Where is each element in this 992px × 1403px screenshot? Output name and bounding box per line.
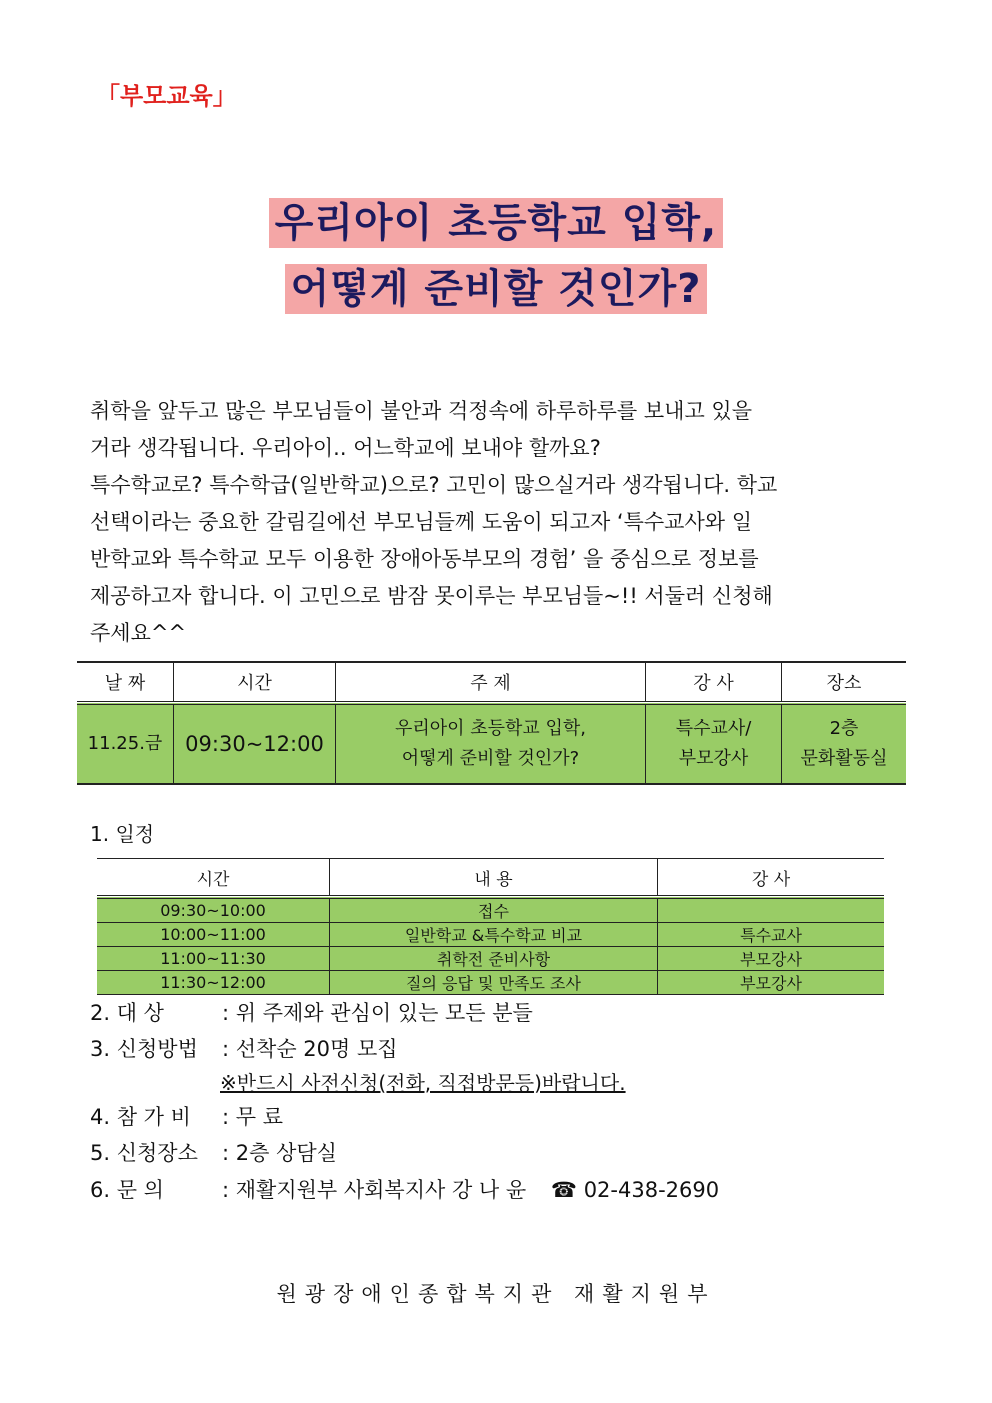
info-contact-phone: ☎ 02-438-2690 xyxy=(550,1178,720,1202)
schedule-time: 09:30~10:00 xyxy=(97,897,330,923)
title-text-2: 어떻게 준비할 것인가? xyxy=(285,264,708,314)
info-fee-label: 4. 참 가 비 xyxy=(90,1105,191,1129)
event-lecturer xyxy=(646,703,782,784)
intro-line: 반학교와 특수학교 모두 이용한 장애아동부모의 경험’ 을 중심으로 정보를 xyxy=(90,547,759,571)
schedule-time: 11:30~12:00 xyxy=(97,971,330,995)
table-row xyxy=(97,947,884,971)
schedule-heading: 1. 일정 xyxy=(90,822,155,846)
schedule-time: 11:00~11:30 xyxy=(97,947,330,971)
title-line-2 xyxy=(0,264,992,314)
info-target xyxy=(90,997,533,1027)
place-line: 문화활동실 xyxy=(800,748,888,769)
intro-line: 제공하고자 합니다. 이 고민으로 밤잠 못이루는 부모님들~!! 서둘러 신청해 xyxy=(90,584,773,608)
intro-line: 선택이라는 중요한 갈림길에선 부모님들께 도움이 되고자 ‘특수교사와 일 xyxy=(90,510,752,534)
intro-line: 거라 생각됩니다. 우리아이.. 어느학교에 보내야 할까요? xyxy=(90,436,601,460)
info-place xyxy=(90,1137,337,1167)
schedule-header-time: 시간 xyxy=(97,859,330,898)
schedule-lecturer xyxy=(658,897,885,923)
schedule-time: 10:00~11:00 xyxy=(97,923,330,947)
signup-note: ※반드시 사전신청(전화, 직접방문등)바랍니다. xyxy=(220,1071,626,1095)
info-method-label: 3. 신청방법 xyxy=(90,1037,198,1061)
info-contact-value: : 재활지원부 사회복지사 강 나 윤 xyxy=(222,1178,527,1202)
table-row xyxy=(97,923,884,947)
header-time: 시간 xyxy=(174,662,336,703)
schedule-content: 취학전 준비사항 xyxy=(330,947,658,971)
info-fee xyxy=(90,1101,283,1131)
info-method xyxy=(90,1033,398,1063)
schedule-lecturer: 부모강사 xyxy=(658,971,885,995)
event-topic xyxy=(336,703,646,784)
schedule-table xyxy=(97,858,884,995)
title-line-1 xyxy=(0,198,992,248)
place-line: 2층 xyxy=(829,718,859,739)
schedule-header-lecturer: 강 사 xyxy=(658,859,885,898)
info-fee-value: : 무 료 xyxy=(222,1105,283,1129)
topic-line: 우리아이 초등학교 입학, xyxy=(394,718,587,739)
schedule-content: 접수 xyxy=(330,897,658,923)
info-target-value: : 위 주제와 관심이 있는 모든 분들 xyxy=(222,1001,533,1025)
info-target-label: 2. 대 상 xyxy=(90,1001,164,1025)
intro-paragraph xyxy=(90,393,902,652)
event-table xyxy=(77,661,906,785)
event-date: 11.25.금 xyxy=(77,703,174,784)
category-tag: 「부모교육」 xyxy=(96,82,237,110)
info-method-value: : 선착순 20명 모집 xyxy=(222,1037,398,1061)
schedule-lecturer: 부모강사 xyxy=(658,947,885,971)
title-text-1: 우리아이 초등학교 입학, xyxy=(269,198,723,248)
lecturer-line: 부모강사 xyxy=(678,748,749,769)
info-place-value: : 2층 상담실 xyxy=(222,1141,337,1165)
header-lecturer: 강 사 xyxy=(646,662,782,703)
event-place xyxy=(782,703,907,784)
header-place: 장소 xyxy=(782,662,907,703)
info-contact-label: 6. 문 의 xyxy=(90,1178,164,1202)
schedule-lecturer: 특수교사 xyxy=(658,923,885,947)
footer-organization: 원광장애인종합복지관 재활지원부 xyxy=(276,1282,716,1306)
header-date: 날 짜 xyxy=(77,662,174,703)
topic-line: 어떻게 준비할 것인가? xyxy=(401,748,580,769)
table-row xyxy=(97,897,884,923)
table-row xyxy=(77,703,906,784)
schedule-header-content: 내 용 xyxy=(330,859,658,898)
info-contact xyxy=(90,1174,719,1204)
intro-line: 주세요^^ xyxy=(90,621,187,645)
header-topic: 주 제 xyxy=(336,662,646,703)
schedule-content: 질의 응답 및 만족도 조사 xyxy=(330,971,658,995)
schedule-content: 일반학교 &특수학교 비교 xyxy=(330,923,658,947)
table-row xyxy=(97,971,884,995)
event-time: 09:30~12:00 xyxy=(174,703,336,784)
intro-line: 취학을 앞두고 많은 부모님들이 불안과 걱정속에 하루하루를 보내고 있을 xyxy=(90,399,752,423)
lecturer-line: 특수교사/ xyxy=(675,718,752,739)
intro-line: 특수학교로? 특수학급(일반학교)으로? 고민이 많으실거라 생각됩니다. 학교 xyxy=(90,473,778,497)
info-place-label: 5. 신청장소 xyxy=(90,1141,198,1165)
